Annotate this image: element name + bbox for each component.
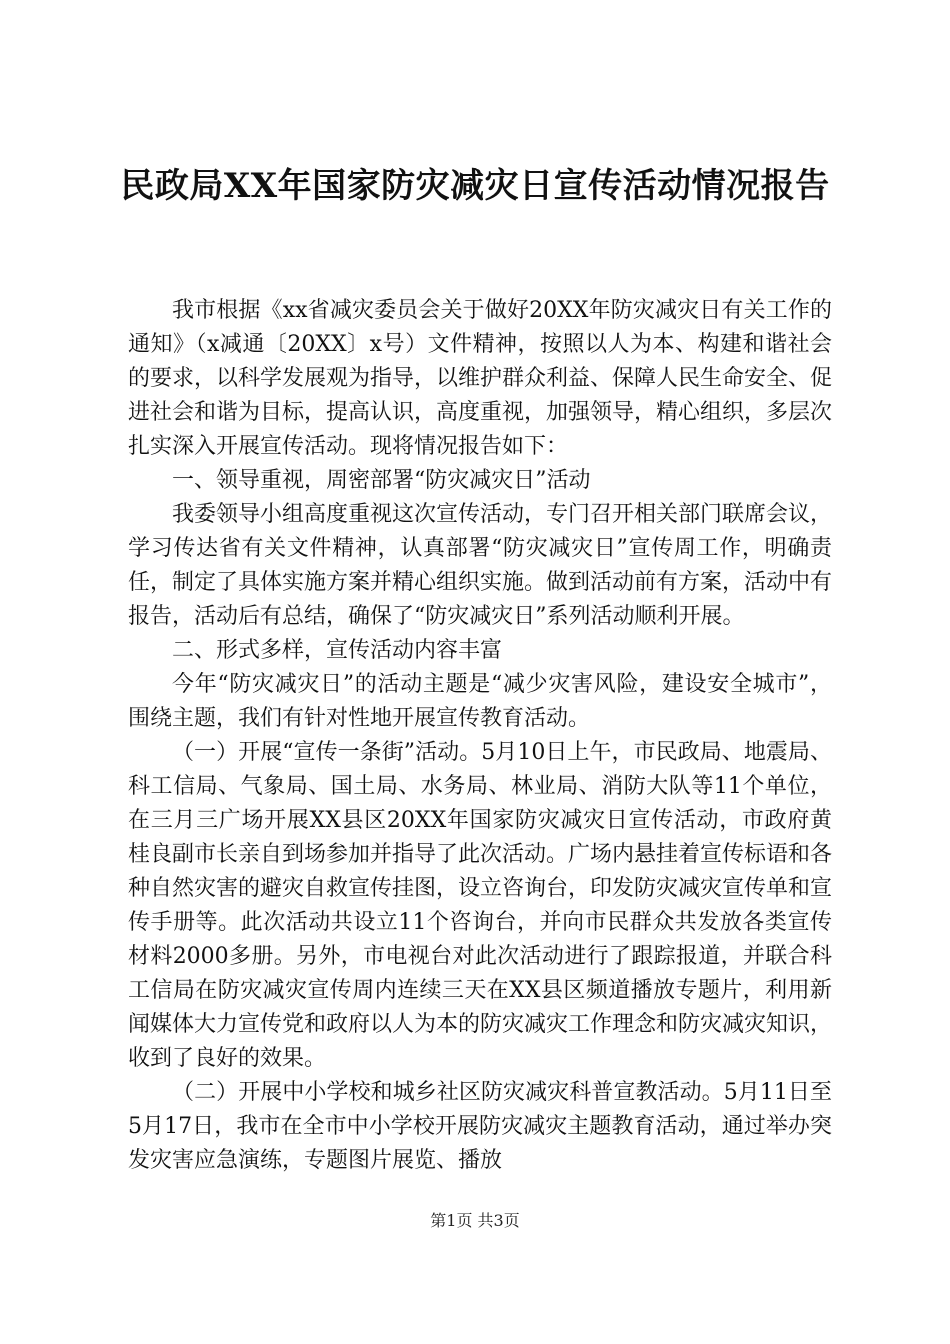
- section-heading-1: 一、领导重视，周密部署“防灾减灾日”活动: [172, 468, 591, 493]
- page-footer: 第1页 共3页: [430, 1211, 520, 1230]
- paragraph-item-1: （一）开展“宣传一条街”活动。5月10日上午，市民政局、地震局、科工信局、气象局、国土局、水务局、林业局、消防大队等11个单位，在三月三广场开展XX县区20XX年国家防灾减灾日宣传活动，市政府黄桂良副市长亲自到场参加并指导了此次活动。广场内悬挂着宣传标语和各种自然灾害的避灾自救宣传挂图，设立咨询台，印发防灾减灾宣传单和宣传手册等。此次活动共设立11个咨询台，并向市民群众共发放各类宣传材料2000多册。另外，市电视台对此次活动进行了跟踪报道，并联合科工信局在防灾减灾宣传周内连续三天在XX县区频道播放专题片，利用新闻媒体大力宣传党和政府以人为本的防灾减灾工作理念和防灾减灾知识，收到了良好的效果。: [128, 740, 833, 1071]
- paragraph-intro: 我市根据《xx省减灾委员会关于做好20XX年防灾减灾日有关工作的通知》（x减通〔20XX〕x号）文件精神，按照以人为本、构建和谐社会的要求，以科学发展观为指导，以维护群众利益、保障人民生命安全、促进社会和谐为目标，提高认识，高度重视，加强领导，精心组织，多层次扎实深入开展宣传活动。现将情况报告如下：: [128, 298, 833, 459]
- document-body: [128, 294, 832, 1178]
- document-title: 民政局XX年国家防灾减灾日宣传活动情况报告: [120, 166, 830, 206]
- paragraph-item-2: （二）开展中小学校和城乡社区防灾减灾科普宣教活动。5月11日至5月17日，我市在全市中小学校开展防灾减灾主题教育活动，通过举办突发灾害应急演练，专题图片展览、播放: [128, 1080, 832, 1173]
- paragraph-theme: 今年“防灾减灾日”的活动主题是“减少灾害风险，建设安全城市”，围绕主题，我们有针对性地开展宣传教育活动。: [128, 672, 832, 731]
- paragraph-section-1: 我委领导小组高度重视这次宣传活动，专门召开相关部门联席会议，学习传达省有关文件精神，认真部署“防灾减灾日”宣传周工作，明确责任，制定了具体实施方案并精心组织实施。做到活动前有方案，活动中有报告，活动后有总结，确保了“防灾减灾日”系列活动顺利开展。: [128, 502, 833, 629]
- section-heading-2: 二、形式多样，宣传活动内容丰富: [172, 638, 503, 663]
